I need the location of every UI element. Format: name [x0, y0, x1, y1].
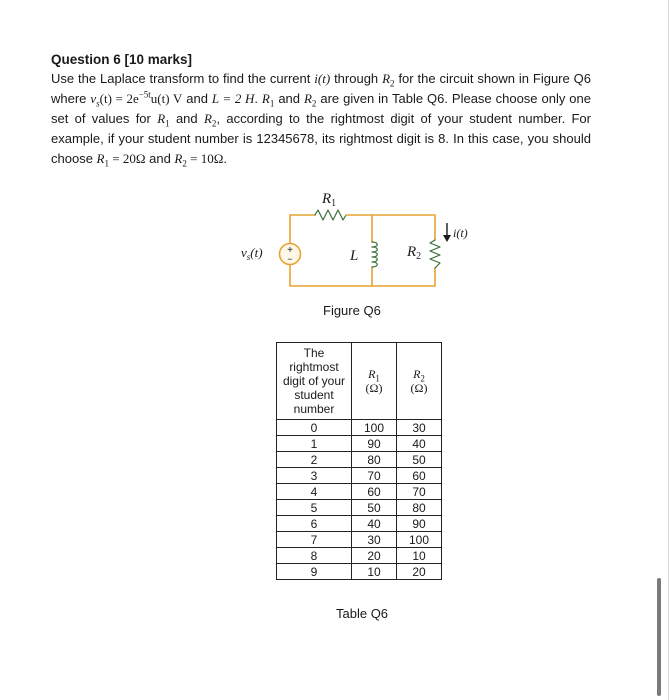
cell-r2: 60	[397, 468, 442, 484]
cell-digit: 8	[277, 548, 352, 564]
cell-r1: 60	[352, 484, 397, 500]
q-r1-symbol: R	[261, 91, 270, 106]
cell-r2: 80	[397, 500, 442, 516]
q-r2-sub-b: 2	[311, 98, 317, 109]
r2-zigzag	[430, 240, 440, 268]
question-title: Question 6 [10 marks]	[51, 52, 193, 67]
table-header-row	[277, 343, 442, 420]
inductor-label: L	[350, 248, 359, 264]
q-text-1: Use the Laplace transform to find the current	[51, 71, 315, 86]
q-text-9: , according to the rightmost digit of your student number. For example, if your student number is 12345678, its rightmost digit is 8. In this case, you should choose	[51, 111, 591, 166]
scrollbar-thumb[interactable]	[657, 578, 661, 696]
table-row	[277, 500, 442, 516]
source-label	[241, 245, 263, 262]
q-r2-symbol: R	[382, 71, 391, 86]
q-r1-sub: 1	[269, 98, 275, 109]
table-row	[277, 548, 442, 564]
header-r1-symbol	[355, 367, 393, 384]
table-body	[277, 420, 442, 580]
q-text-10: and	[145, 151, 175, 166]
cell-digit: 2	[277, 452, 352, 468]
q-r1-symbol-d: R	[96, 151, 105, 166]
q-vs-symbol: v	[90, 91, 97, 106]
cell-r1: 10	[352, 564, 397, 580]
header-r2-sub: 2	[420, 373, 425, 384]
q-r2-sub: 2	[390, 78, 395, 89]
q-vs-exp: −5t	[138, 89, 151, 100]
q-text-11: .	[223, 151, 227, 166]
q-r1-sub-d: 1	[104, 158, 109, 169]
header-r2-symbol	[400, 367, 438, 384]
table-row	[277, 452, 442, 468]
table-row	[277, 532, 442, 548]
r1-label-sym: R	[322, 191, 332, 207]
header-digit: The rightmost digit of your student number	[277, 343, 352, 420]
q-current-symbol: i(t)	[314, 71, 331, 86]
cell-digit: 4	[277, 484, 352, 500]
r2-label-sub: 2	[416, 251, 422, 262]
table-row	[277, 468, 442, 484]
table-row	[277, 564, 442, 580]
question-block	[51, 50, 591, 169]
cell-r2: 100	[397, 532, 442, 548]
header-r1-sym: R	[368, 367, 376, 381]
figure-caption: Figure Q6	[323, 303, 381, 318]
cell-digit: 9	[277, 564, 352, 580]
cell-r1: 70	[352, 468, 397, 484]
cell-r1: 20	[352, 548, 397, 564]
q-text-2: through	[330, 71, 383, 86]
header-r2-sym: R	[413, 367, 421, 381]
q-choice-2: = 10Ω	[186, 151, 224, 166]
header-r1-unit: (Ω)	[365, 381, 383, 395]
header-r1	[352, 343, 397, 420]
header-r1-sub: 1	[375, 373, 380, 384]
q-vs-sub: s	[96, 98, 100, 109]
cell-r2: 10	[397, 548, 442, 564]
cell-r2: 90	[397, 516, 442, 532]
question-body	[51, 69, 591, 169]
cell-r2: 30	[397, 420, 442, 436]
cell-r2: 40	[397, 436, 442, 452]
q-text-7: are given in Table Q6. Please choose only one set of values for	[51, 91, 591, 126]
cell-digit: 3	[277, 468, 352, 484]
wire-top-right	[346, 215, 435, 240]
table-row	[277, 516, 442, 532]
r1-label-sub: 1	[331, 198, 337, 209]
cell-r1: 100	[352, 420, 397, 436]
cell-r1: 50	[352, 500, 397, 516]
cell-r1: 80	[352, 452, 397, 468]
r2-label	[406, 244, 421, 262]
source-label-sym: v	[241, 245, 247, 260]
q-r2-symbol-b: R	[303, 91, 312, 106]
header-r2-unit: (Ω)	[410, 381, 428, 395]
source-plus-sign: +	[287, 245, 293, 256]
q-vs-eq: (t) = 2e	[99, 91, 139, 106]
q-r1-symbol-c: R	[157, 111, 166, 126]
q-text-8: and	[169, 111, 204, 126]
q-r2-symbol-d: R	[174, 151, 183, 166]
cell-r1: 30	[352, 532, 397, 548]
values-table	[276, 342, 442, 580]
current-arrow-head	[443, 235, 451, 242]
q-r1-sub-c: 1	[165, 118, 170, 129]
cell-r2: 50	[397, 452, 442, 468]
q-text-3: for the circuit shown in Figure Q6 where	[51, 71, 591, 106]
cell-digit: 6	[277, 516, 352, 532]
q-r2-sub-c: 2	[211, 118, 217, 129]
cell-r1: 40	[352, 516, 397, 532]
r1-label	[321, 191, 336, 209]
cell-digit: 7	[277, 532, 352, 548]
cell-digit: 5	[277, 500, 352, 516]
cell-r2: 20	[397, 564, 442, 580]
cell-r2: 70	[397, 484, 442, 500]
source-minus-sign: −	[287, 254, 293, 264]
q-r2-symbol-c: R	[203, 111, 212, 126]
wires	[290, 210, 440, 286]
q-text-6: and	[274, 91, 304, 106]
header-r2	[397, 343, 442, 420]
source-label-sub: s	[246, 252, 251, 262]
table-row	[277, 436, 442, 452]
circuit-diagram	[235, 190, 500, 300]
r2-label-sym: R	[407, 244, 417, 260]
table-row	[277, 420, 442, 436]
q-text-4: and	[182, 91, 212, 106]
inductor-coil	[372, 242, 377, 267]
r1-zigzag	[315, 210, 346, 220]
wire-left-bottom	[290, 265, 435, 286]
table-caption: Table Q6	[336, 606, 389, 621]
source-label-arg: (t)	[250, 245, 263, 260]
q-vs-rest: u(t) V	[150, 91, 183, 106]
q-l-eq: L = 2 H	[211, 91, 255, 106]
q-text-5: .	[254, 91, 262, 106]
table-row	[277, 484, 442, 500]
cell-digit: 1	[277, 436, 352, 452]
cell-r1: 90	[352, 436, 397, 452]
q-choice-1: = 20Ω	[109, 151, 146, 166]
q-r2-sub-d: 2	[182, 158, 187, 169]
current-label: i(t)	[453, 226, 468, 240]
cell-digit: 0	[277, 420, 352, 436]
